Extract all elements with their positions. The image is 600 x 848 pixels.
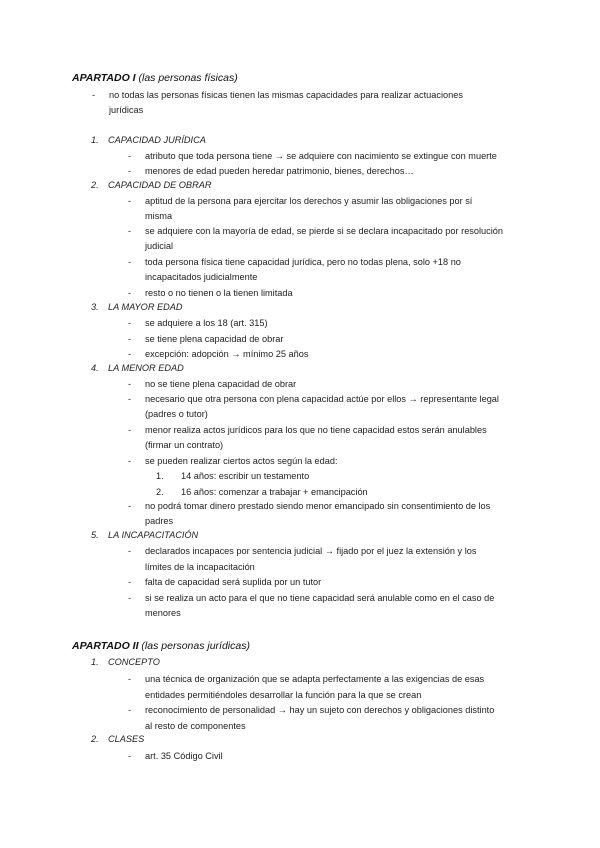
bullet-dash: - <box>128 318 132 328</box>
list-item: no podrá tomar dinero prestado siendo menor emancipado sin consentimiento de los <box>145 501 491 511</box>
list-item: excepción: adopción → mínimo 25 años <box>145 349 309 359</box>
list-item: misma <box>145 211 173 221</box>
section-heading: LA MAYOR EDAD <box>108 302 183 312</box>
list-item: toda persona física tiene capacidad jurídica, pero no todas plena, solo +18 no <box>145 257 461 267</box>
apartado1-title-bold: APARTADO I <box>72 72 136 84</box>
bullet-dash: - <box>128 226 132 236</box>
apartado2-title-rest: (las personas jurídicas) <box>138 640 250 652</box>
bullet-dash: - <box>128 501 132 511</box>
section-number: 1. <box>91 657 99 667</box>
list-item: art. 35 Código Civil <box>145 751 223 761</box>
list-item: necesario que otra persona con plena capacidad actúe por ellos → representante legal <box>145 394 499 404</box>
bullet-dash: - <box>128 334 132 344</box>
list-item: resto o no tienen o la tienen limitada <box>145 288 293 298</box>
bullet-dash: - <box>128 257 132 267</box>
apartado2-title-bold: APARTADO II <box>72 640 139 652</box>
list-item: padres <box>145 516 174 526</box>
list-item: aptitud de la persona para ejercitar los derechos y asumir las obligaciones por sí <box>145 196 473 206</box>
list-item: (padres o tutor) <box>145 409 208 419</box>
bullet-dash: - <box>128 751 132 761</box>
list-item: se pueden realizar ciertos actos según la edad: <box>145 456 338 466</box>
section-heading: CLASES <box>108 734 145 744</box>
section-number: 4. <box>91 363 99 373</box>
bullet-dash: - <box>128 196 132 206</box>
list-item: menor realiza actos jurídicos para los que no tiene capacidad estos serán anulables <box>145 425 487 435</box>
bullet-dash: - <box>128 288 132 298</box>
list-item: se adquiere a los 18 (art. 315) <box>145 318 268 328</box>
sub-number: 1. <box>156 471 164 481</box>
section-heading: LA MENOR EDAD <box>108 363 184 373</box>
bullet-dash: - <box>128 425 132 435</box>
sub-item: 16 años: comenzar a trabajar + emancipación <box>181 487 368 497</box>
intro-line: no todas las personas físicas tienen las mismas capacidades para realizar actuaciones <box>109 90 463 100</box>
section-number: 1. <box>91 135 99 145</box>
bullet-dash: - <box>128 577 132 587</box>
bullet-dash: - <box>128 456 132 466</box>
list-item: una técnica de organización que se adapta perfectamente a las exigencias de esas <box>145 674 485 684</box>
list-item: menores de edad pueden heredar patrimonio, bienes, derechos… <box>145 166 414 176</box>
sub-number: 2. <box>156 487 164 497</box>
section-heading: CONCEPTO <box>108 657 160 667</box>
bullet-dash: - <box>128 151 132 161</box>
list-item: límites de la incapacitación <box>145 562 255 572</box>
bullet-dash: - <box>128 705 132 715</box>
bullet-dash: - <box>128 394 132 404</box>
list-item: se tiene plena capacidad de obrar <box>145 334 284 344</box>
section-number: 5. <box>91 530 99 540</box>
apartado1-title-rest: (las personas físicas) <box>135 72 238 84</box>
list-item: judicial <box>145 241 174 251</box>
bullet-dash: - <box>128 349 132 359</box>
bullet-dash: - <box>128 379 132 389</box>
bullet-dash: - <box>128 166 132 176</box>
section-heading: LA INCAPACITACIÓN <box>108 530 199 540</box>
bullet-dash: - <box>128 674 132 684</box>
sub-item: 14 años: escribir un testamento <box>181 471 310 481</box>
list-item: menores <box>145 608 181 618</box>
intro-line: jurídicas <box>109 105 144 115</box>
list-item: reconocimiento de personalidad → hay un sujeto con derechos y obligaciones distinto <box>145 705 495 715</box>
list-item: entidades permitiéndoles desarrollar la función para la que se crean <box>145 690 422 700</box>
section-heading: CAPACIDAD JURÍDICA <box>108 135 206 145</box>
list-item: atributo que toda persona tiene → se adquiere con nacimiento se extingue con muerte <box>145 151 497 161</box>
bullet-dash: - <box>92 90 96 100</box>
section-number: 2. <box>91 180 99 190</box>
list-item: no se tiene plena capacidad de obrar <box>145 379 297 389</box>
list-item: al resto de componentes <box>145 721 246 731</box>
bullet-dash: - <box>128 593 132 603</box>
section-number: 3. <box>91 302 99 312</box>
apartado2-title <box>72 640 250 652</box>
list-item: incapacitados judicialmente <box>145 272 258 282</box>
list-item: falta de capacidad será suplida por un tutor <box>145 577 322 587</box>
list-item: declarados incapaces por sentencia judicial → fijado por el juez la extensión y los <box>145 546 477 556</box>
list-item: si se realiza un acto para el que no tiene capacidad será anulable como en el caso de <box>145 593 495 603</box>
section-heading: CAPACIDAD DE OBRAR <box>108 180 212 190</box>
list-item: se adquiere con la mayoría de edad, se pierde si se declara incapacitado por resolución <box>145 226 504 236</box>
list-item: (firmar un contrato) <box>145 440 224 450</box>
bullet-dash: - <box>128 546 132 556</box>
apartado1-title <box>72 72 238 84</box>
section-number: 2. <box>91 734 99 744</box>
